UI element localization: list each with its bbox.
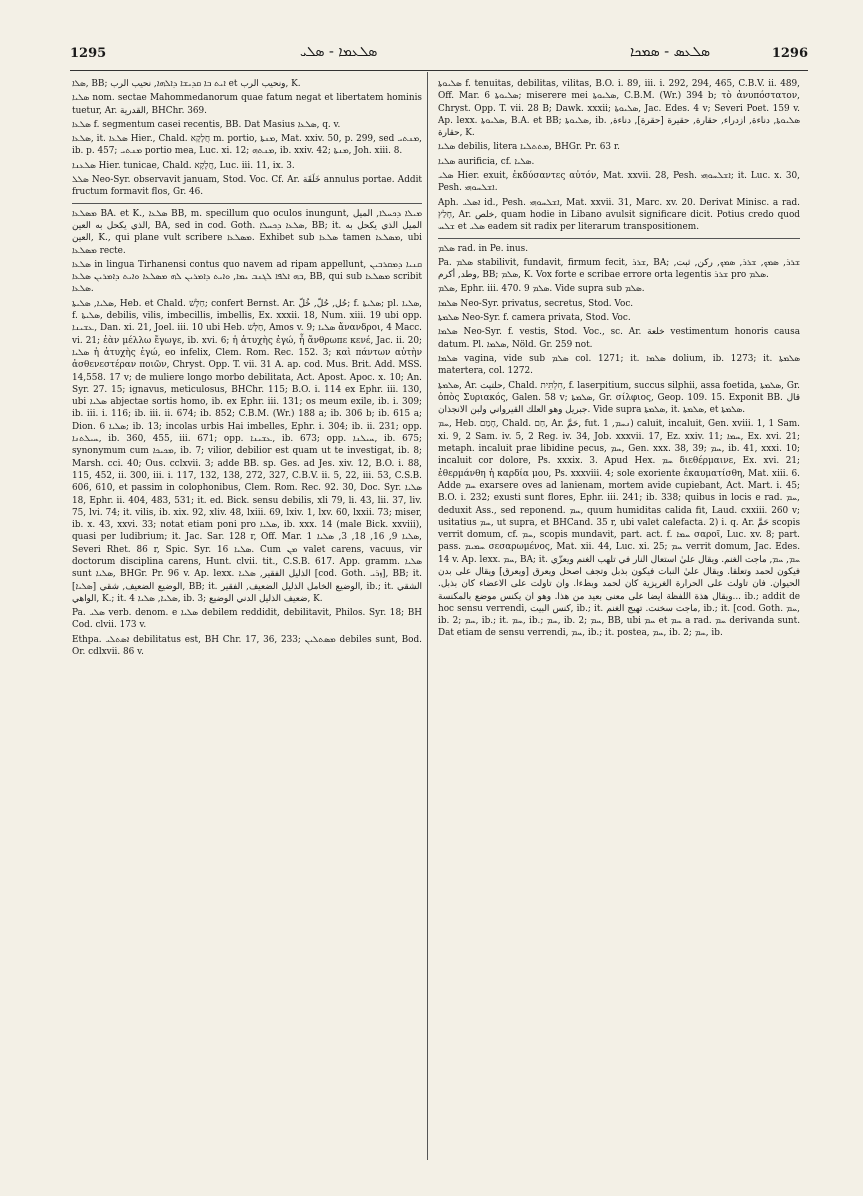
dictionary-entry: ܣܠܝܘܬܐ f. tenuitas, debilitas, vilitas, B.O. i. 89, iii. i. 292, 294, 465, C.B.V. ii. 489, Off. Mar. ܣܠܝܘܬܐ 6; miserere mei ܣܠܝܘܬܐ, C.B.M. (Wr.) 394 b; τὸ ἀνυπόστατον, Chryst. Opp. T. vii. 28 B; Dawk. xxxii; ܣܠܝܘܬܐ, Jac. Edes. 4 v; Severi Poet. 159 v. Ap. lexx. ܣܠܝܘܬܐ, B.A. et BB; ܣܠܝܘܬܐ, ib. ܣܠܝܘܬܐ, دناءة, ازدراء, حقارة, حقيرة [حقرة], دناءة, حقارة, K. bbox=[438, 79, 800, 139]
entry-separator bbox=[438, 238, 800, 239]
dictionary-entry: ܣܠܥܐ, it. ܣܠܥܐ Hier., Chald. חֲלָקָא m. portio, ܡܢܬܐ, Mat. xxiv. 50, p. 299, sed ܡܢܬܝ, ib. p. 457; ܡܢܬܝ portio mea, Luc. xi. 12; ܡܢܬܗ, ib. xxiv. 42; ܡܢܬܐ, Joh. xiii. 8. bbox=[72, 134, 422, 157]
dictionary-entry: ܣܠܡ, Ephr. iii. 470. 9 ܣܠܡ. Vide supra sub ܣܠܡ. bbox=[438, 284, 645, 295]
dictionary-entry: ܣܠܝ Hier. exuit, ἐκδύσαντες αὐτόν, Mat. xxvii. 28, Pesh. ܐܫܠܚܘܗܝ; it. Luc. x. 30, Pesh. ܐܫܠܚܘܗܝ. bbox=[438, 171, 801, 194]
dictionary-entry: Pa. ܣܠܝ verb. denom. e ܣܠܝܐ debilem reddidit, debilitavit, Philos. Syr. 18; BH Cod. clvii. 173 v. bbox=[72, 608, 422, 631]
dictionary-entry: ܣܠܡܐ Neo-Syr. privatus, secretus, Stod. Voc. bbox=[438, 298, 634, 309]
dictionary-entry: ܡܣܠܥܐ BA. et K., ܣܠܥܐ BB, m. specillum quo oculos inungunt, ܡܝܠܐ ܕܟܚܠܐ, الميل الذي يكحل به العين, BA, sed in cod. Goth. ܣܠܥܐ ܕܟܚܠܐ, BB; it. الميل الذي يكحل به العين, K., qui plane vult scribere ܡܣܠܥܐ. Exhibet sub ܣܠܥܐ tamen ܡܣܠܥܐ, ubi ܡܣܠܥܐ recte. bbox=[72, 208, 422, 256]
dictionary-entry: ܣܠܝܐ, ܣܠܝܬܐ, Heb. et Chald. חַלָּשׁ; confert Bernst. Ar. حُل, حُلّ, خُلّ; f. ܣܠܝܬܐ; pl. ܣܠܝܐ, f. ܣܠܝܬܐ, debilis, vilis, imbecillis, imbellis, Ex. xxxii. 18, Num. xiii. 19 ubi opp. ܥܫܝܢܐ, Dan. xi. 21, Joel. iii. 10 ubi Heb. חַלָּשׁ, Amos v. 9; ܣܠܝܐ ἄνανδροι, 4 Macc. vi. 21; ἐὰν μέλλω ἔγωγε, ib. xvi. 6; ἡ ἀτυχὴς ἐγώ, ἦ ἄνθρωπε κενέ, Jac. ii. 20; ܣܠܝܐ ἡ ἀτυχὴς ἐγώ, eo infelix, Clem. Rom. Rec. 152. 3; καὶ πάντων αὐτὴν ἀσθενεστέραν ποιῶν, Chryst. Opp. T. vii. 31 A. ap. cod. Mus. Brit. Add. MSS. 14,558. 17 v; de muliere longo morbo debilitata, Act. Apost. Apoc. x. 10; An. Syr. 27. 15; ignavus, meticulosus, BHChr. 115; B.O. i. 114 ex Ephr. iii. 130, ubi ܣܠܝܐ abjectae sortis homo, ib. ex Ephr. iii. 131; os meum exile, ib. i. 309; ib. iii. i. 116; ib. iii. ii. 674; ib. 852; C.B.M. (Wr.) 188 a; ib. 306 b; ib. 615 a; Dion. ܣܠܝܐ 6; ib. 13; incolas urbis Hai imbelles, Ephr. i. 304; ib. ii. 231; opp. ܚܝܠܬܢܐ, ib. 360, 455, iii. 671; opp. ܥܫܝܢܐ, ib. 673; opp. ܚܝܠܢܐ, ib. 675; synonymum cum ܡܟܝܟܐ, ib. 7; vilior, debilior est quam ut te investigat, ib. 8; Marsh. cci. 40; Ous. cclxvii. 3; adde BB. sp. Ges. ad Jes. xiv. 12, B.O. i. 88, 115, 452, ii. 300, iii. i. 117, 132, 138, 272, 327, C.B.V. ii. 5, 22, iii. 53, C.S.B. 606, 610, et passim in colophonibus, Clem. Rom. Rec. 92. 30, Doc. Syr. ܣܠܝܐ 18, Ephr. ii. 404, 483, 531; it. ed. Bick. sensu debilis, xli 79, li. 43, lii. 37, liv. 75, lvi. 74; it. vilis, ib. xix. 92, xliv. 48, lxiii. 69, lxiv. 1, lxv. 60, lxxii. 73; miser, ib. x. 43, xxvi. 33; notat etiam poni pro ܣܠܝܐ, ib. xxx. 14 (male Bick. xxviii), quasi per ludibrium; it. Jac. Sar. 128 r, Off. Mar. ܣܠܝܐ 9, 16, 18, 3, ܣܠܝܐ 1, Severi Rhet. 86 r, Spic. Syr. ܣܠܝܐ 16. Cum ܡܢ valet carens, vacuus, vir doctorum disciplina carens, Hunt. clvii. tit., C.S.B. 617. App. gramm. ܣܠܝܐ sunt ܣܠܝܐ, BHGr. Pr. 96 v. Ap. lexx. الذليل الفقير, ܣܠܝܐ [cod. Goth. ܙܪܝ], BB; it. الوضيع الضعيف, شقي [ܣܠܝܐ], BB; it. الوضيع الخامل الذليل الضعيف, الفقير, ib.; it. الشقي الواهي, K.; it. ܣܠܝܐ, ܣܠܝܐ 4, ib. 3; ضعيف الذليل الدني الوضيع, K. bbox=[72, 298, 423, 604]
right-column bbox=[438, 78, 800, 642]
dictionary-entry: ܣܠܝܐ nom. sectae Mahommedanorum quae fatum negat et libertatem hominis tuetur, Ar. القدرية, BHChr. 369. bbox=[72, 93, 422, 116]
dictionary-entry: Aph. ܐܣܠܝ id., Pesh. ܐܫܠܚܘܗܝ, Mat. xxvii. 31, Marc. xv. 20. Derivat Minisc. a rad. חָלַץ, Ar. خلص, quam hodie in Libano avulsit significare dicit. Potius credo quod ܫܠܚ et ܣܠܝ eadem sit radix per literarum transpositionem. bbox=[438, 197, 800, 233]
running-head-right: ܣܠܥܣ - ܣܡܟܐ bbox=[630, 44, 711, 60]
page-number-right: 1296 bbox=[771, 46, 808, 61]
dictionary-entry: ܣܠܝܐ debilis, litera ܡܬܬܠܝܐ, BHGr. Pr. 63 r. bbox=[438, 142, 620, 153]
dictionary-entry: Ethpa. ܐܣܬܠܝ debilitatus est, BH Chr. 17, 36, 233; ܡܣܬܠܝܢ debiles sunt, Bod. Or. cdlxvii. 86 v. bbox=[72, 634, 422, 658]
dictionary-entry: ܣܠܡ rad. in Pe. inus. bbox=[438, 243, 529, 254]
dictionary-entry: ܣܠܡܬܐ Neo-Syr. f. camera privata, Stod. Voc. bbox=[438, 313, 631, 324]
dictionary-entry: ܣܠܝܐ aurificia, cf. ܣܠܝܐ. bbox=[438, 156, 535, 167]
header-rule bbox=[70, 70, 808, 71]
left-column bbox=[72, 78, 422, 660]
dictionary-entry: ܣܠܡܬܐ, Ar. حلتيت, Chald. חִלְתִּית, f. laserpitium, succus silphii, assa foetida, ܣܠܡܬܐ, Gr. ὀπὸς Συριακός, Galen. 58 v; ܣܠܡܬܐ, Gr. σίλφιος, Geop. 109. 15. Exponit BB. قال جبريل وهو العلك القيرواني ولبن الانجذان. Vide supra ܣܠܡܬܐ, it. ܣܠܡܬܐ, et ܣܠܡܬܐ. bbox=[438, 380, 801, 416]
dictionary-entry: ܚܡ, Heb. חָמַם, Chald. חַם, Ar. حَمَّ, fut. ܢܚܡ, 1) caluit, incaluit, Gen. xviii. 1, 1 Sam. xi. 9, 2 Sam. iv. 5, 2 Reg. iv. 34, Job. xxxvii. 17, Ez. xxiv. 11; ܚܡܐ, Ex. xvi. 21; metaph. incaluit prae libidine pecus, ܚܡ, Gen. xxx. 38, 39; ܚܡ, ib. 41, xxxi. 10; incaluit cor dolore, Ps. xxxix. 3. Apud Hex. ܚܡ διεθέρμαινε, Ex. xvi. 21; ἐθερμάνθη ἡ καρδία μου, Ps. xxxviii. 4; sole exoriente ἐκαυματίσθη, Mat. xiii. 6. Adde ܚܡ exarsere oves ad lanienam, mortem avide cupiebant, Act. Mart. i. 45; B.O. i. 232; exusti sunt flores, Ephr. iii. 241; ib. 338; quibus in locis e rad. ܚܡ, deduxit Ass., sed reponend. ܚܡ, quum humiditas calida fit, Laud. cxxiii. 260 v; usitatius ܚܡ, ut supra, et BHCand. 35 r, ubi valet calefacta. 2) i. q. Ar. حَمَّ scopis verrit domum, cf. ܚܡ, scopis mundavit, part. act. f. ܚܡܐ σαροῖ, Luc. xv. 8; part. pass. ܚܡܝܡ σεσαρωμένος, Mat. xii. 44, Luc. xi. 25; ܚܡ verrit domum, Jac. Edes. 14 v. Ap. lexx. ܚܡ, BA; it. ܚܡ, ܚܡ, ماجت الغنم. ويقال عليٰ استعال النار في تلهب الغنم ويعزّي فيكون لحمد وتعلقا. ويقال عليٰ النبات فيكون بذبل وتجف اصحل ويعرق [ويعرق] ويقال على بدن الحيوان. فان تاولت على الحرارة الغريزية كان لحمد وبطءا. وان تاولت على الاعضاء كان بذبل. ويقال هذة اللفظة ايضا على معنى بعيد من هذا. وهو ان يكنس موضع بالمكنسة... ib.; addit de hoc sensu verrendi, كنس البيت, ib.; it. ماجت سخنت. تهيج الغنم, ib.; it. [cod. Goth. ܚܡ, ib. 2; ܚܡ, ib.; it. ܚܡ, ib.; ܚܡ, ib. 2; ܚܡ, BB, ubi ܚܡ et ܚܡ a rad. ܚܡ derivanda sunt. Dat etiam de sensu verrendi, ܚܡ, ib.; it. postea, ܚܡ, ib. 2; ܚܡ, ib. bbox=[438, 419, 801, 639]
dictionary-entry: ܣܠܥܐ f. segmentum casei recentis, BB. Dat Masius ܣܠܥܐ, q. v. bbox=[72, 119, 341, 130]
dictionary-entry: ܣܠܥܐ in lingua Tirhanensi contus quo navem ad ripam appellunt, ܩܢܝܐ ܕܡܩܪܒܝܢ ܒܗ ܐܠܦܐ ܠܓܢܒ ܝܡܐ, ܘܐܝܬ ܕܐܡܪܝܢ ܠܗ ܡܣܠܥܐ ܘܐܝܬ ܕܐܡܪܝܢ ܣܠܥܐ, BB, qui sub ܡܣܠܥܐ scribit ܣܠܥܐ. bbox=[72, 259, 422, 295]
page-number-left: 1295 bbox=[70, 46, 107, 61]
page-header bbox=[70, 40, 808, 66]
entry-separator bbox=[72, 203, 422, 204]
dictionary-entry: ܣܠܡܐ Neo-Syr. f. vestis, Stod. Voc., sc. Ar. خلعة vestimentum honoris causa datum. Pl. ܣܠܡܐ, Nöld. Gr. 259 not. bbox=[438, 327, 800, 350]
dictionary-entry: ܣܠܥܢܐ Hier. tunicae, Chald. חֲלָקָא, Luc. iii. 11, ix. 3. bbox=[72, 160, 295, 171]
column-divider bbox=[427, 72, 428, 1160]
running-head-left: ܣܠܥܡܐ - ܣܠܝ bbox=[300, 44, 378, 60]
dictionary-entry: ܣܠܠ Neo-Syr. observavit januam, Stod. Voc. Cf. Ar. خَلَقَة annulus portae. Addit fructum formavit flos, Gr. 46. bbox=[72, 175, 422, 198]
dictionary-entry: ܣܠܡܐ vagina, vide sub ܣܠܡ col. 1271; it. ܣܠܡܐ dolium, ib. 1273; it. ܣܠܡܬܐ matertera, col. 1272. bbox=[438, 353, 800, 377]
dictionary-entry: ܣܠܐ, BB; ܐܝܬ ܒܐ ܩܕܝܫܐ ܕܐܠܗܐ, نحيب الرب et ونحيب الرب, K. bbox=[72, 79, 301, 89]
dictionary-entry: Pa. ܣܠܡ stabilivit, fundavit, firmum fecit, ܫܪܪ, BA; ܫܪܪ, ܣܡܟ, ܫܪܪ, ܣܡܟ, ركن, ثبت, وطد, أكرم, BB; ܣܠܡ, K. Vox forte e scribae errore orta legentis ܫܪܪ pro ܣܠܡ. bbox=[438, 257, 801, 281]
